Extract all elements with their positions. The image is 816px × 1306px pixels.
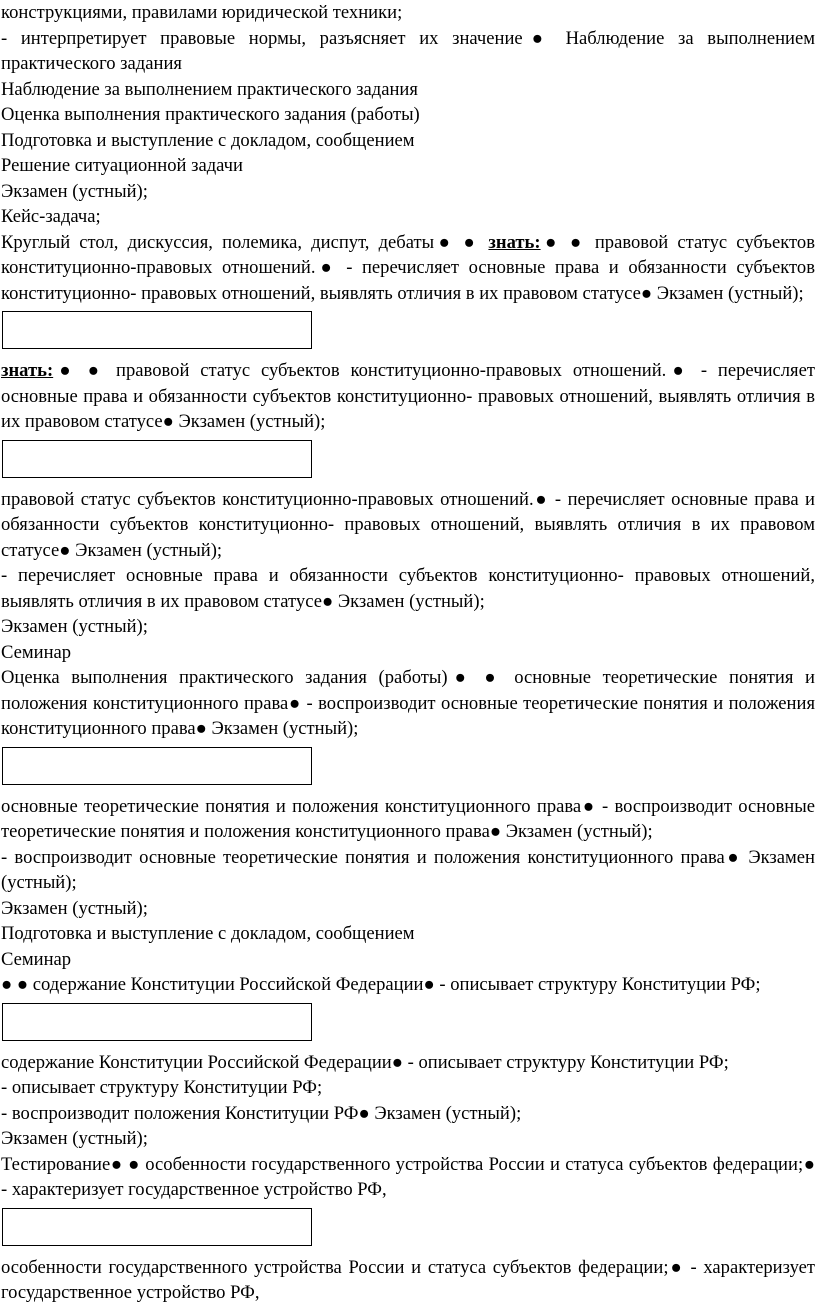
paragraph (1, 1126, 815, 1152)
paragraph (1, 665, 815, 742)
paragraph (1, 153, 815, 179)
paragraph-text: ● ● правовой статус субъектов конституционно-правовых отношений.● - перечисляет основные права и обязанности субъектов конституционно- правовых отношений, выявлять отличия в их правовом статусе● Экзамен (устный); (1, 231, 815, 304)
paragraph-text: основные теоретические понятия и положения конституционного права● - воспроизводит основные теоретические понятия и положения конституционного права● Экзамен (устный); (1, 795, 815, 842)
paragraph-text: Подготовка и выступление с докладом, сообщением (1, 923, 415, 944)
paragraph-text: Подготовка и выступление с докладом, сообщением (1, 129, 415, 151)
paragraph-text: конструкциями, правилами юридической техники; (1, 2, 403, 23)
paragraph (1, 1050, 815, 1076)
paragraph (1, 487, 815, 564)
paragraph-text: особенности государственного устройства России и статуса субъектов федерации;● - характеризует государственное устройство РФ, (1, 1256, 815, 1303)
paragraph (1, 1101, 815, 1127)
paragraph (1, 972, 815, 998)
paragraph-text: - воспроизводит положения Конституции РФ● Экзамен (устный); (1, 1102, 522, 1124)
paragraph-text: Экзамен (устный); (1, 897, 148, 919)
empty-frame (2, 1208, 312, 1246)
paragraph (1, 845, 815, 896)
paragraph (1, 128, 815, 154)
keyword-label: знать: (488, 231, 541, 253)
paragraph-text: правовой статус субъектов конституционно-правовых отношений.● - перечисляет основные права и обязанности субъектов конституционно- правовых отношений, выявлять отличия в их правовом статусе● Экзамен (устный); (1, 488, 815, 561)
paragraph-text: ● ● содержание Конституции Российской Федерации● - описывает структуру Конституции РФ; (1, 974, 761, 995)
paragraph-text: Семинар (1, 641, 72, 663)
paragraph-text: - перечисляет основные права и обязанности субъектов конституционно- правовых отношений, выявлять отличия в их правовом статусе● Экзамен (устный); (1, 565, 815, 612)
paragraph-text: Семинар (1, 948, 72, 970)
paragraph (1, 1152, 815, 1203)
paragraph (1, 230, 815, 307)
paragraph-text: Круглый стол, дискуссия, полемика, диспут, дебаты● ● (1, 231, 489, 253)
paragraph-text: - описывает структуру Конституции РФ; (1, 1077, 323, 1098)
paragraph-text: содержание Конституции Российской Федерации● - описывает структуру Конституции РФ; (1, 1051, 729, 1073)
paragraph (1, 1255, 815, 1306)
paragraph-text: Экзамен (устный); (1, 1128, 148, 1149)
paragraph (1, 0, 815, 26)
paragraph-text: - воспроизводит основные теоретические понятия и положения конституционного права● Экзамен (устный); (1, 846, 815, 893)
paragraph (1, 1075, 815, 1101)
paragraph-text: Экзамен (устный); (1, 180, 148, 202)
paragraph (1, 614, 815, 640)
empty-frame (2, 311, 312, 349)
paragraph-text: Тестирование● ● особенности государственного устройства России и статуса субъектов федерации;● - характеризует государственное устройство РФ, (1, 1153, 815, 1200)
paragraph (1, 563, 815, 614)
paragraph (1, 358, 815, 435)
paragraph (1, 179, 815, 205)
paragraph (1, 896, 815, 922)
paragraph-text: Оценка выполнения практического задания (работы) (1, 104, 420, 125)
paragraph-text: Решение ситуационной задачи (1, 155, 243, 176)
paragraph (1, 947, 815, 973)
paragraph-text: - интерпретирует правовые нормы, разъясняет их значение● Наблюдение за выполнением практического задания (1, 27, 815, 74)
paragraph-text: Экзамен (устный); (1, 616, 148, 637)
empty-frame (2, 747, 312, 785)
paragraph-text: Кейс-задача; (1, 206, 101, 227)
paragraph (1, 26, 815, 77)
paragraph-text: Оценка выполнения практического задания (работы)● ● основные теоретические понятия и положения конституционного права● - воспроизводит основные теоретические понятия и положения конституционного права● Экзамен (устный); (1, 667, 815, 739)
paragraph-text: Наблюдение за выполнением практического задания (1, 78, 418, 100)
keyword-label: знать: (1, 360, 54, 381)
paragraph (1, 794, 815, 845)
paragraph (1, 204, 815, 230)
paragraph (1, 640, 815, 666)
empty-frame (2, 1003, 312, 1041)
empty-frame (2, 440, 312, 478)
paragraph-text: ● ● правовой статус субъектов конституционно-правовых отношений.● - перечисляет основные права и обязанности субъектов конституционно- правовых отношений, выявлять отличия в их правовом статусе● Экзамен (устный); (1, 360, 815, 432)
paragraph (1, 921, 815, 947)
paragraph (1, 102, 815, 128)
paragraph (1, 77, 815, 103)
